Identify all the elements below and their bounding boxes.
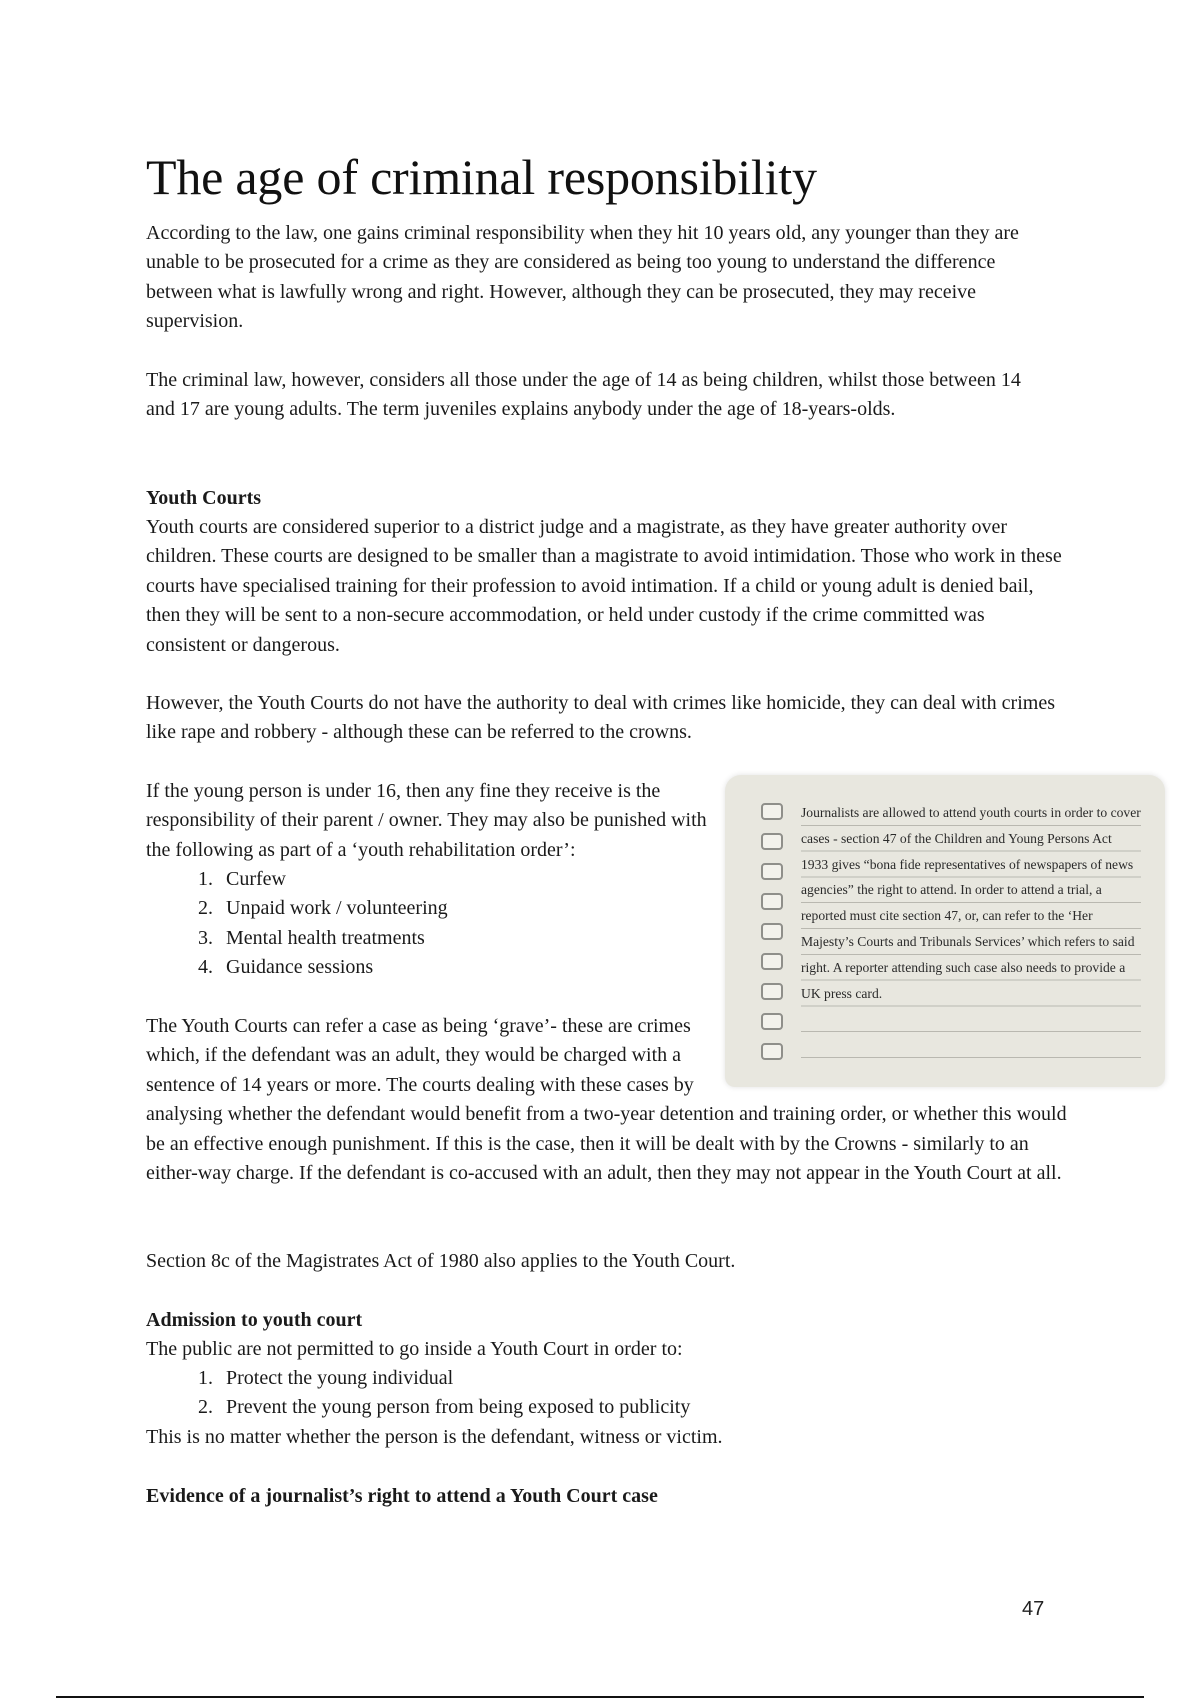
fine-paragraph: If the young person is under 16, then any fine they receive is the responsibility of their parent / owner. They may also be punished with the following as part of a ‘youth rehabilitation order’: <box>146 780 707 861</box>
authority-paragraph: However, the Youth Courts do not have the authority to deal with crimes like homicide, they can deal with crimes like rape and robbery - although these can be referred to the crowns. <box>146 692 1055 744</box>
youth-courts-paragraph: Youth courts are considered superior to a district judge and a magistrate, as they have greater authority over children. These courts are designed to be smaller than a magistrate to avoid intimidation. Those who work in these courts have specialised training for their profession to avoid intimation. If a child or young adult is denied bail, then they will be sent to a non-secure accommodation, or held under custody if the crime committed was consistent or dangerous. <box>146 516 1062 656</box>
journalist-note-card <box>725 775 1165 1087</box>
binder-ring-icon <box>761 803 783 820</box>
binder-ring-icon <box>761 893 783 910</box>
section-8c-paragraph: Section 8c of the Magistrates Act of 1980 also applies to the Youth Court. <box>146 1250 736 1272</box>
list-item: 1. Curfew <box>218 865 778 894</box>
binder-ring-icon <box>761 833 783 850</box>
journalist-note-text: Journalists are allowed to attend youth courts in order to cover cases - section 47 of the Children and Young Persons Act 1933 gives “bona fide representatives of newspapers of news agencies” the right to attend. In order to attend a trial, a reported must cite section 47, or, can refer to the ‘Her Majesty’s Courts and Tribunals Services’ which refers to said right. A reporter attending such case also needs to provide a UK press card. <box>801 800 1141 1058</box>
binder-ring-icon <box>761 863 783 880</box>
bottom-rule <box>56 1696 1144 1698</box>
binder-ring-icon <box>761 953 783 970</box>
criminal-law-paragraph: The criminal law, however, considers all those under the age of 14 as being children, whilst those between 14 and 17 are young adults. The term juveniles explains anybody under the age of 18-years-olds. <box>146 369 1021 421</box>
list-item: 2. Unpaid work / volunteering <box>218 894 778 923</box>
youth-courts-heading: Youth Courts <box>146 487 262 509</box>
list-item: 1. Protect the young individual <box>218 1364 1018 1393</box>
binder-ring-icon <box>761 923 783 940</box>
list-item: 4. Guidance sessions <box>218 953 778 982</box>
rehabilitation-order-list <box>146 865 778 983</box>
admission-intro: The public are not permitted to go inside a Youth Court in order to: <box>146 1338 683 1360</box>
evidence-heading: Evidence of a journalist’s right to attend a Youth Court case <box>146 1485 658 1507</box>
grave-case-text: The Youth Courts can refer a case as being ‘grave’- these are crimes which, if the defendant was an adult, they would be charged with a sentence of 14 years or more. The courts dealing with these cases by analysing whether the defendant would benefit from a two-year detention and training order, or whether this would be an effective enough punishment. If this is the case, then it will be dealt with by the Crowns - similarly to an either-way charge. If the defendant is co-accused with an adult, then they may not appear in the Youth Court at all. <box>146 1015 1067 1185</box>
admission-heading: Admission to youth court <box>146 1309 363 1331</box>
intro-paragraph: According to the law, one gains criminal responsibility when they hit 10 years old, any younger than they are unable to be prosecuted for a crime as they are considered as being too young to understand the difference between what is lawfully wrong and right. However, although they can be prosecuted, they may receive supervision. <box>146 222 1019 333</box>
list-item: 2. Prevent the young person from being exposed to publicity <box>218 1393 1018 1422</box>
binder-ring-icon <box>761 1043 783 1060</box>
admission-outro: This is no matter whether the person is the defendant, witness or victim. <box>146 1426 723 1448</box>
binder-ring-icon <box>761 983 783 1000</box>
binder-ring-icon <box>761 1013 783 1030</box>
list-item: 3. Mental health treatments <box>218 924 778 953</box>
page-number: 47 <box>1022 1598 1045 1620</box>
admission-list <box>146 1364 1018 1423</box>
page-title: The age of criminal responsibility <box>146 149 817 205</box>
